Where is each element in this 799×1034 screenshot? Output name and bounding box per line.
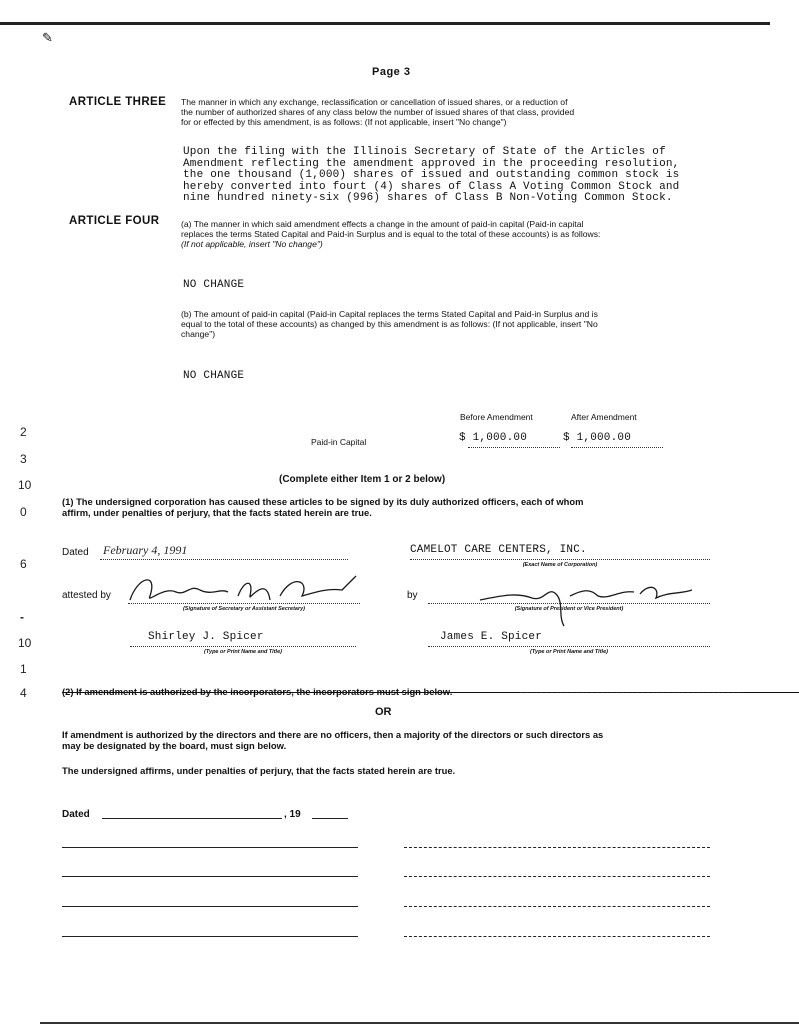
margin-mark: -: [20, 610, 24, 624]
complete-item-note: (Complete either Item 1 or 2 below): [279, 474, 446, 485]
dated-label: Dated: [62, 547, 89, 558]
typed-line: Amendment reflecting the amendment approved in the proceeding resolution,: [183, 157, 680, 170]
after-amendment-header: After Amendment: [571, 412, 637, 422]
corner-mark-icon: ✎: [42, 30, 53, 45]
before-amendment-header: Before Amendment: [460, 412, 533, 422]
after-amendment-value: $ 1,000.00: [563, 432, 632, 444]
item-two-dashed-line: [520, 692, 740, 693]
margin-mark: 0: [20, 505, 27, 519]
instruction-line: for or effected by this amendment, is as follows: (If not applicable, insert "No change"): [181, 117, 507, 127]
dated-underline: [100, 559, 348, 560]
director-signature-line: [404, 906, 710, 907]
typed-line: nine hundred ninety-six (996) shares of Class B Non-Voting Common Stock.: [183, 192, 673, 205]
typed-line: Upon the filing with the Illinois Secretary of State of the Articles of: [183, 146, 666, 158]
corporation-name: CAMELOT CARE CENTERS, INC.: [410, 544, 587, 556]
president-name: James E. Spicer: [440, 631, 543, 643]
instruction-line: The manner in which any exchange, reclassification or cancellation of issued shares, or a reduction of: [181, 97, 568, 107]
bottom-border-line: [40, 1022, 799, 1024]
instruction-line: (a) The manner in which said amendment effects a change in the amount of paid-in capital (Paid-in capital: [181, 219, 584, 229]
top-border-line: [0, 22, 770, 25]
director-signature-line: [404, 847, 710, 848]
article-four-a-text: [181, 219, 726, 249]
director-signature-line: [62, 876, 358, 877]
margin-mark: 4: [20, 686, 27, 700]
margin-mark: 3: [20, 452, 27, 466]
director-signature-line: [404, 876, 710, 877]
corporation-caption: (Exact Name of Corporation): [522, 562, 598, 568]
page-number: Page 3: [372, 66, 411, 78]
typed-line: the one thousand (1,000) shares of issued and outstanding common stock is: [183, 169, 680, 182]
instruction-line: change"): [181, 329, 216, 339]
article-four-b-answer: NO CHANGE: [183, 370, 245, 382]
by-caption: (Signature of President or Vice President): [514, 606, 624, 612]
directors-dated-line: [102, 818, 282, 819]
before-amendment-value: $ 1,000.00: [459, 432, 528, 444]
directors-text: [62, 729, 722, 751]
attested-caption: (Signature of Secretary or Assistant Secretary): [182, 606, 306, 612]
secretary-name-caption: (Type or Print Name and Title): [204, 649, 282, 655]
margin-mark: 6: [20, 557, 27, 571]
president-name-underline: [428, 646, 710, 647]
paid-in-capital-label: Paid-in Capital: [311, 437, 367, 447]
instruction-line: equal to the total of these accounts) as changed by this amendment is as follows: (If not applicable, insert "No: [181, 319, 598, 329]
attested-underline: [128, 603, 360, 604]
after-value-underline: [571, 447, 663, 448]
typed-line: hereby converted into fourt (4) shares of Class A Voting Common Stock and: [183, 180, 680, 193]
president-signature-icon: [440, 568, 720, 630]
item-two-text: (2) If amendment is authorized by the incorporators, the incorporators must sign below.: [62, 686, 799, 697]
article-four-label: ARTICLE FOUR: [69, 215, 160, 227]
by-underline: [428, 603, 710, 604]
director-signature-line: [62, 906, 358, 907]
instruction-line: replaces the terms Stated Capital and Paid-in Surplus and is equal to the total of these accounts) is as follows:: [181, 229, 601, 239]
instruction-line: (If not applicable, insert "No change"): [181, 239, 323, 249]
instruction-line: the number of authorized shares of any class below the number of issued shares of that class, provided: [181, 107, 575, 117]
director-signature-line: [62, 936, 358, 937]
attested-by-label: attested by: [62, 590, 111, 601]
or-separator: OR: [375, 706, 392, 718]
margin-mark: 1: [20, 662, 27, 676]
item-one-line: affirm, under penalties of perjury, that the facts stated herein are true.: [62, 507, 372, 518]
president-name-caption: (Type or Print Name and Title): [530, 649, 608, 655]
item-one-line: (1) The undersigned corporation has caused these articles to be signed by its duly authorized officers, each of whom: [62, 496, 584, 507]
by-label: by: [407, 590, 418, 601]
before-value-underline: [468, 447, 560, 448]
director-signature-line: [62, 847, 358, 848]
secretary-signature-icon: [120, 566, 365, 608]
directors-line: If amendment is authorized by the directors and there are no officers, then a majority of the directors or such directors as: [62, 729, 604, 740]
directors-year-label: , 19: [284, 809, 301, 820]
article-three-instructions: [181, 97, 721, 127]
article-four-b-text: [181, 309, 726, 339]
item-one-text: [62, 496, 722, 518]
margin-mark: 10: [18, 636, 32, 650]
secretary-name-underline: [130, 646, 356, 647]
secretary-name: Shirley J. Spicer: [148, 631, 264, 643]
article-four-a-answer: NO CHANGE: [183, 279, 245, 291]
article-three-label: ARTICLE THREE: [69, 96, 167, 108]
directors-dated-label: Dated: [62, 809, 90, 820]
margin-mark: 10: [18, 478, 32, 492]
director-signature-line: [404, 936, 710, 937]
corporation-underline: [410, 559, 710, 560]
article-three-typed-text: [183, 147, 743, 205]
instruction-line: (b) The amount of paid-in capital (Paid-in Capital replaces the terms Stated Capital and Paid-in Surplus and is: [181, 309, 598, 319]
dated-value: February 4, 1991: [103, 543, 188, 557]
directors-affirmation: The undersigned affirms, under penalties of perjury, that the facts stated herein are true.: [62, 765, 456, 776]
margin-mark: 2: [20, 425, 27, 439]
directors-year-line: [312, 818, 348, 819]
directors-line: may be designated by the board, must sign below.: [62, 740, 287, 751]
